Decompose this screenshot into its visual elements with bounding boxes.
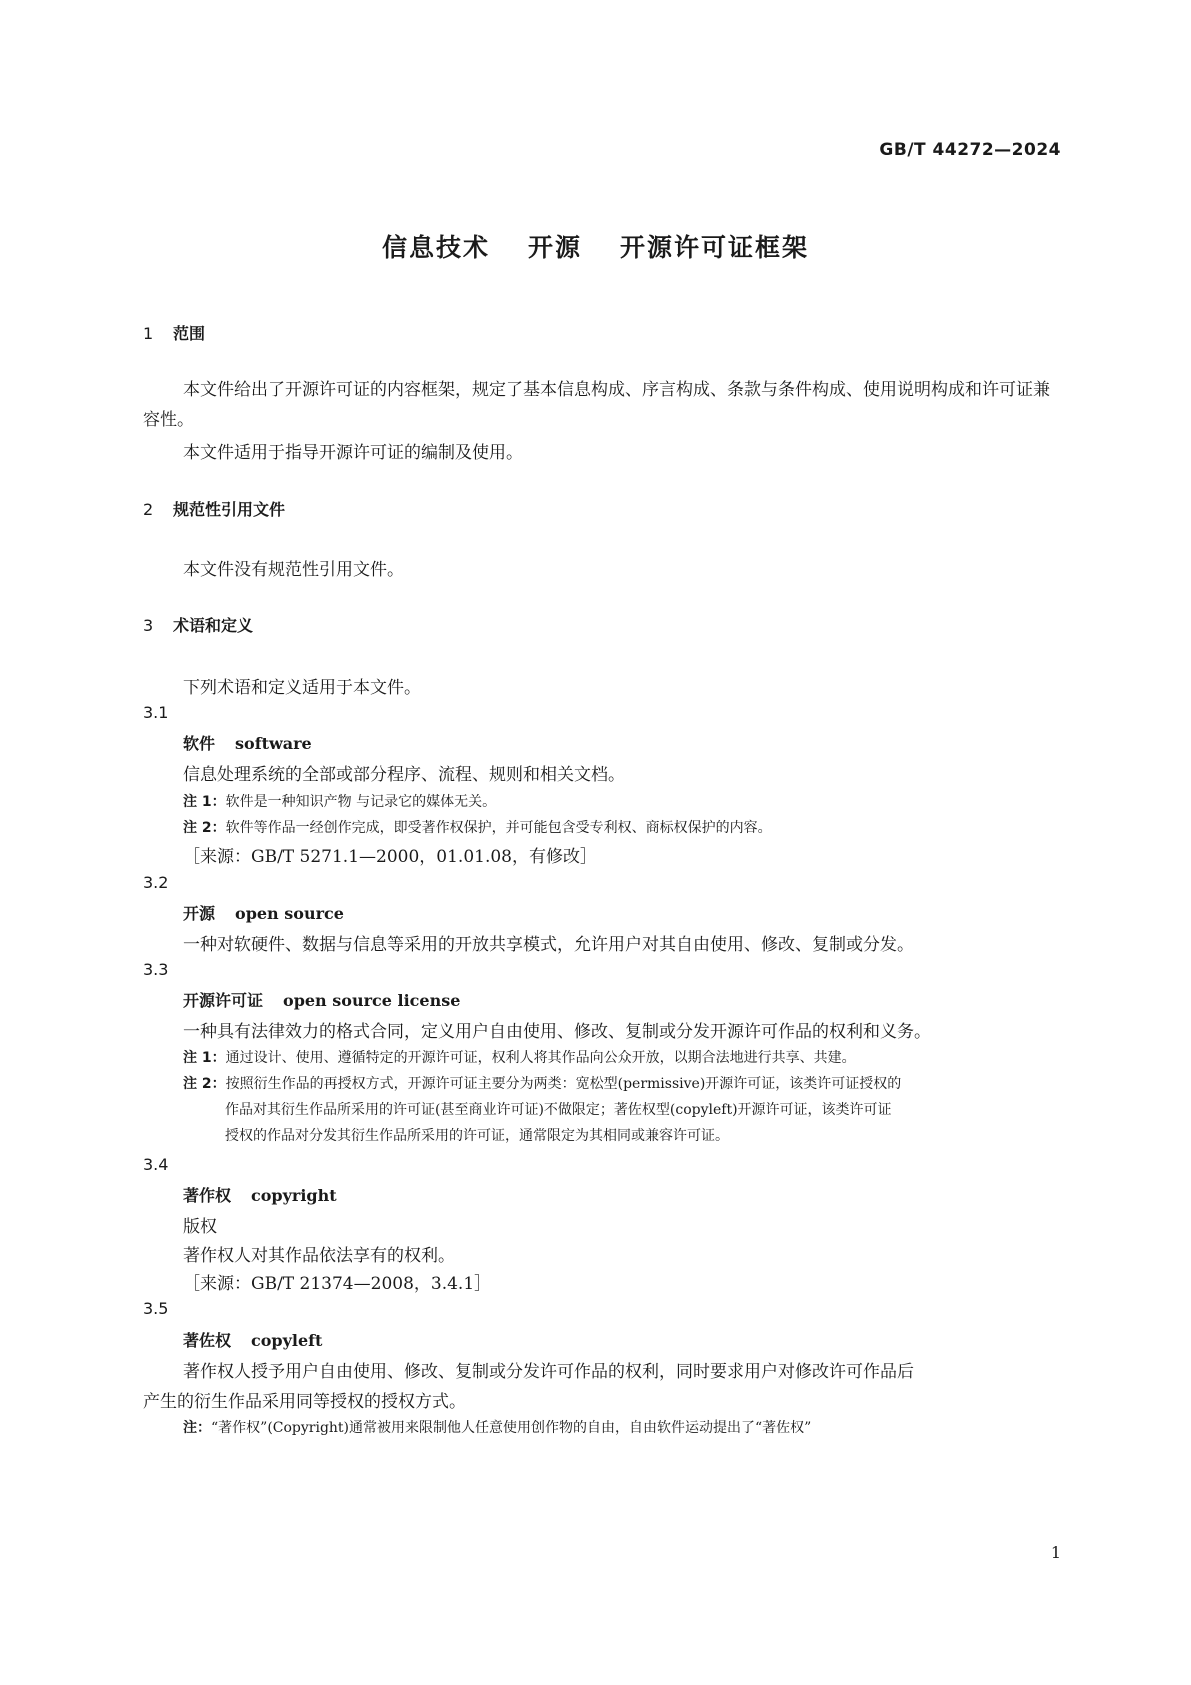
term-3-4-source: ［来源：GB/T 21374—2008，3.4.1］ xyxy=(183,1274,492,1294)
term-3-3-en: open source license xyxy=(283,991,461,1010)
term-3-1-source: ［来源：GB/T 5271.1—2000，01.01.08，有修改］ xyxy=(183,847,597,867)
note-text: “著作权”(Copyright)通常被用来限制他人任意使用创作物的自由，自由软件运动提出了“著佐权” xyxy=(211,1420,812,1436)
note-text: 软件是一种知识产物 与记录它的媒体无关。 xyxy=(225,794,497,810)
section-1-paragraph-2: 本文件适用于指导开源许可证的编制及使用。 xyxy=(183,443,523,463)
section-3-title: 术语和定义 xyxy=(173,616,254,635)
section-1-paragraph-1: 本文件给出了开源许可证的内容框架，规定了基本信息构成、序言构成、条款与条件构成、使用说明构成和许可证兼容性。 xyxy=(143,380,1050,430)
term-3-1-note-1 xyxy=(183,791,496,811)
term-3-1-note-2 xyxy=(183,817,772,837)
section-1-heading xyxy=(143,321,205,344)
term-3-4-alternative: 版权 xyxy=(183,1217,217,1237)
section-1-number: 1 xyxy=(143,324,154,343)
section-2-paragraph-1: 本文件没有规范性引用文件。 xyxy=(183,560,404,580)
term-3-1-number: 3.1 xyxy=(143,703,169,722)
term-3-3-note-1 xyxy=(183,1047,856,1067)
section-2-number: 2 xyxy=(143,500,154,519)
term-3-5 xyxy=(183,1328,322,1351)
note-text: 软件等作品一经创作完成，即受著作权保护，并可能包含受专利权、商标权保护的内容。 xyxy=(225,820,772,836)
term-3-5-number: 3.5 xyxy=(143,1299,169,1318)
term-3-3-zh: 开源许可证 xyxy=(183,991,264,1010)
note-label: 注 1： xyxy=(183,1050,226,1066)
section-1-title: 范围 xyxy=(173,324,206,343)
term-3-2-number: 3.2 xyxy=(143,873,169,892)
note-text: 按照衍生作品的再授权方式，开源许可证主要分为两类：宽松型(permissive)开源许可证，该类许可证授权的 xyxy=(225,1076,902,1092)
term-3-4 xyxy=(183,1183,337,1206)
term-3-3-definition: 一种具有法律效力的格式合同，定义用户自由使用、修改、复制或分发开源许可作品的权利和义务。 xyxy=(183,1022,931,1042)
title-part-3: 开源许可证框架 xyxy=(620,233,810,262)
title-part-1: 信息技术 xyxy=(381,233,490,262)
term-3-3 xyxy=(183,988,460,1011)
note-label: 注 2： xyxy=(183,820,226,836)
standard-number: GB/T 44272—2024 xyxy=(879,140,1061,160)
note-label: 注 1： xyxy=(183,794,226,810)
term-3-1 xyxy=(183,731,312,754)
note-label: 注 2： xyxy=(183,1076,226,1092)
section-3-number: 3 xyxy=(143,616,154,635)
term-3-5-en: copyleft xyxy=(251,1331,323,1350)
term-3-3-note-2-line-2: 作品对其衍生作品所采用的许可证(甚至商业许可证)不做限定；著佐权型(copyleft)开源许可证，该类许可证 xyxy=(225,1102,892,1118)
term-3-1-zh: 软件 xyxy=(183,734,216,753)
document-title xyxy=(0,228,1191,264)
term-3-3-number: 3.3 xyxy=(143,960,169,979)
term-3-5-note xyxy=(183,1417,811,1437)
section-3-heading xyxy=(143,613,253,636)
section-3-intro: 下列术语和定义适用于本文件。 xyxy=(183,678,421,698)
term-3-2-definition: 一种对软硬件、数据与信息等采用的开放共享模式，允许用户对其自由使用、修改、复制或分发。 xyxy=(183,935,914,955)
term-3-2 xyxy=(183,901,344,924)
term-3-3-note-2-line-3: 授权的作品对分发其衍生作品所采用的许可证，通常限定为其相同或兼容许可证。 xyxy=(225,1128,729,1144)
term-3-4-definition: 著作权人对其作品依法享有的权利。 xyxy=(183,1246,455,1266)
page-number: 1 xyxy=(1050,1543,1061,1562)
term-3-2-zh: 开源 xyxy=(183,904,216,923)
term-3-5-zh: 著佐权 xyxy=(183,1331,232,1350)
note-label: 注： xyxy=(183,1420,211,1436)
term-3-2-en: open source xyxy=(235,904,344,923)
term-3-1-en: software xyxy=(235,734,312,753)
term-3-5-definition-line-1: 著作权人授予用户自由使用、修改、复制或分发许可作品的权利，同时要求用户对修改许可作品后 xyxy=(183,1362,914,1382)
term-3-4-number: 3.4 xyxy=(143,1155,169,1174)
term-3-5-definition-line-2: 产生的衍生作品采用同等授权的授权方式。 xyxy=(143,1392,466,1412)
section-2-heading xyxy=(143,497,285,520)
section-2-title: 规范性引用文件 xyxy=(173,500,286,519)
note-text: 通过设计、使用、遵循特定的开源许可证，权利人将其作品向公众开放，以期合法地进行共享、共建。 xyxy=(225,1050,856,1066)
term-3-1-definition: 信息处理系统的全部或部分程序、流程、规则和相关文档。 xyxy=(183,765,625,785)
title-part-2: 开源 xyxy=(527,233,582,262)
term-3-4-en: copyright xyxy=(251,1186,337,1205)
term-3-3-note-2 xyxy=(183,1073,901,1093)
term-3-4-zh: 著作权 xyxy=(183,1186,232,1205)
